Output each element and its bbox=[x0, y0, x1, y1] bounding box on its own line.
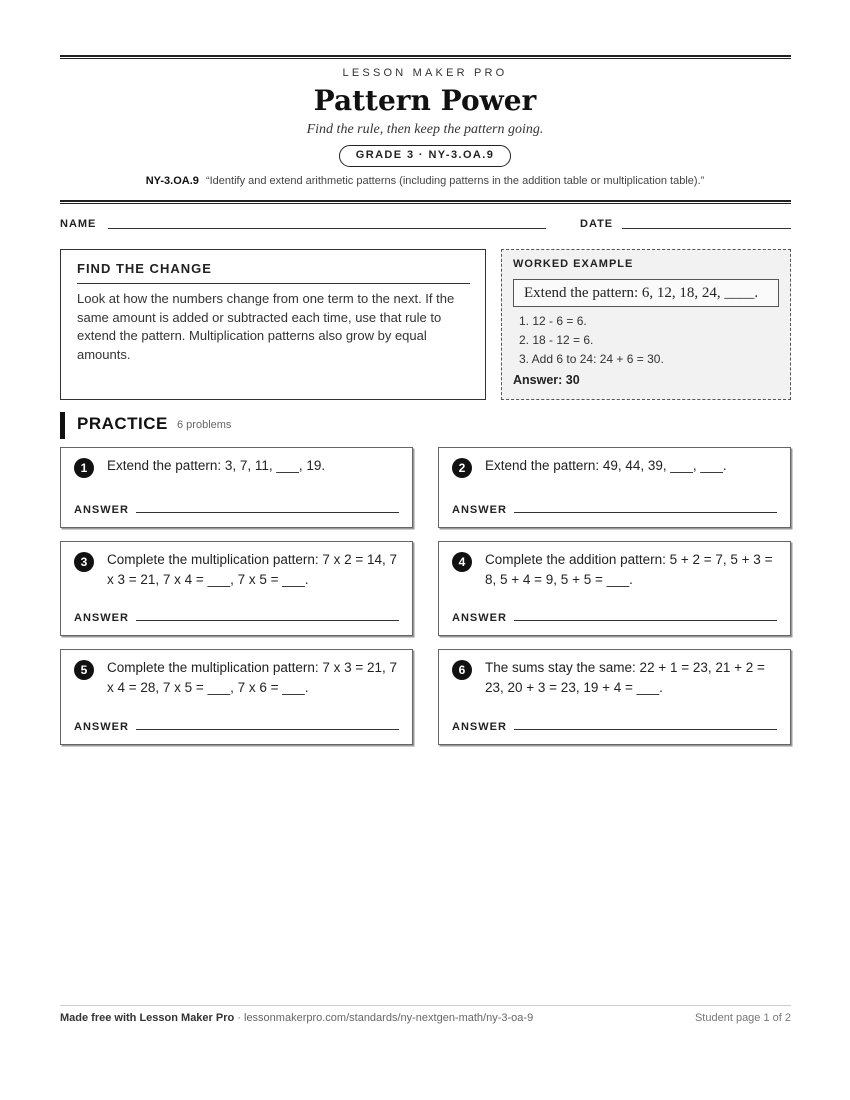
problem-text: The sums stay the same: 22 + 1 = 23, 21 + 2 = 23, 20 + 3 = 23, 19 + 4 = ___. bbox=[485, 660, 765, 695]
answer-field[interactable] bbox=[136, 512, 399, 513]
brand-name: LESSON MAKER PRO bbox=[342, 67, 508, 79]
heading-divider bbox=[77, 283, 470, 284]
answer-label: ANSWER bbox=[452, 504, 507, 516]
answer-field[interactable] bbox=[136, 729, 399, 730]
page-title: Pattern Power bbox=[313, 84, 537, 117]
problem-text: Complete the addition pattern: 5 + 2 = 7, 5 + 3 = 8, 5 + 4 = 9, 5 + 5 = ___. bbox=[485, 552, 773, 587]
problem-text: Complete the multiplication pattern: 7 x 2 = 14, 7 x 3 = 21, 7 x 4 = ___, 7 x 5 = ___. bbox=[107, 552, 398, 587]
practice-accent-bar bbox=[60, 412, 65, 439]
footer-credit bbox=[60, 1012, 533, 1024]
answer-field[interactable] bbox=[136, 620, 399, 621]
footer-rule bbox=[60, 1005, 791, 1006]
answer-label: ANSWER bbox=[452, 721, 507, 733]
answer-field[interactable] bbox=[514, 512, 777, 513]
problem-text: Complete the multiplication pattern: 7 x 3 = 21, 7 x 4 = 28, 7 x 5 = ___, 7 x 6 = ___. bbox=[107, 660, 398, 695]
page-subtitle: Find the rule, then keep the pattern going. bbox=[306, 122, 544, 137]
problem-card-2 bbox=[438, 447, 791, 528]
worked-example-step: 1. 12 - 6 = 6. bbox=[519, 314, 587, 328]
problem-number-badge: 2 bbox=[452, 458, 472, 478]
worked-example-box bbox=[501, 249, 791, 400]
answer-label: ANSWER bbox=[74, 504, 129, 516]
worked-example-heading: WORKED EXAMPLE bbox=[513, 258, 634, 270]
problem-number-badge: 5 bbox=[74, 660, 94, 680]
answer-label: ANSWER bbox=[74, 721, 129, 733]
footer-page-number: Student page 1 of 2 bbox=[694, 1012, 791, 1024]
answer-field[interactable] bbox=[514, 620, 777, 621]
footer-made-with: Made free with Lesson Maker Pro bbox=[60, 1012, 235, 1024]
standard-line bbox=[0, 175, 850, 187]
standard-text: “Identify and extend arithmetic patterns (including patterns in the addition table or multiplication table).” bbox=[205, 175, 705, 187]
worked-example-steps bbox=[519, 312, 664, 369]
problem-number-badge: 1 bbox=[74, 458, 94, 478]
problem-card-6 bbox=[438, 649, 791, 745]
find-the-change-box bbox=[60, 249, 486, 400]
find-the-change-heading: FIND THE CHANGE bbox=[77, 261, 212, 276]
date-label: DATE bbox=[580, 218, 614, 230]
answer-label: ANSWER bbox=[452, 612, 507, 624]
problem-card-1 bbox=[60, 447, 413, 528]
worked-example-answer: Answer: 30 bbox=[513, 373, 580, 387]
problem-card-3 bbox=[60, 541, 413, 636]
problem-number-badge: 4 bbox=[452, 552, 472, 572]
grade-badge: GRADE 3 · NY-3.OA.9 bbox=[339, 145, 511, 167]
name-date-row bbox=[60, 216, 791, 232]
name-label: NAME bbox=[60, 218, 97, 230]
practice-count: 6 problems bbox=[177, 419, 232, 431]
problem-card-4 bbox=[438, 541, 791, 636]
practice-title: PRACTICE bbox=[77, 414, 168, 433]
find-the-change-body: Look at how the numbers change from one term to the next. If the same amount is added or subtracted each time, use that rule to extend the pattern. Multiplication patterns also grow by equal amounts. bbox=[77, 291, 455, 362]
problem-text: Extend the pattern: 3, 7, 11, ___, 19. bbox=[107, 458, 326, 473]
name-field[interactable] bbox=[108, 228, 546, 229]
answer-field[interactable] bbox=[514, 729, 777, 730]
problem-text: Extend the pattern: 49, 44, 39, ___, ___. bbox=[485, 458, 727, 473]
problem-number-badge: 6 bbox=[452, 660, 472, 680]
footer-url[interactable]: · lessonmakerpro.com/standards/ny-nextgen-math/ny-3-oa-9 bbox=[234, 1012, 534, 1024]
worked-example-step: 2. 18 - 12 = 6. bbox=[519, 333, 594, 347]
answer-label: ANSWER bbox=[74, 612, 129, 624]
header-bottom-rule bbox=[60, 200, 791, 204]
worked-example-prompt: Extend the pattern: 6, 12, 18, 24, ____. bbox=[513, 279, 779, 307]
date-field[interactable] bbox=[622, 228, 791, 229]
worked-example-step: 3. Add 6 to 24: 24 + 6 = 30. bbox=[519, 352, 664, 366]
standard-code: NY-3.OA.9 bbox=[145, 175, 199, 187]
top-rule bbox=[60, 55, 791, 59]
problem-number-badge: 3 bbox=[74, 552, 94, 572]
problem-card-5 bbox=[60, 649, 413, 745]
